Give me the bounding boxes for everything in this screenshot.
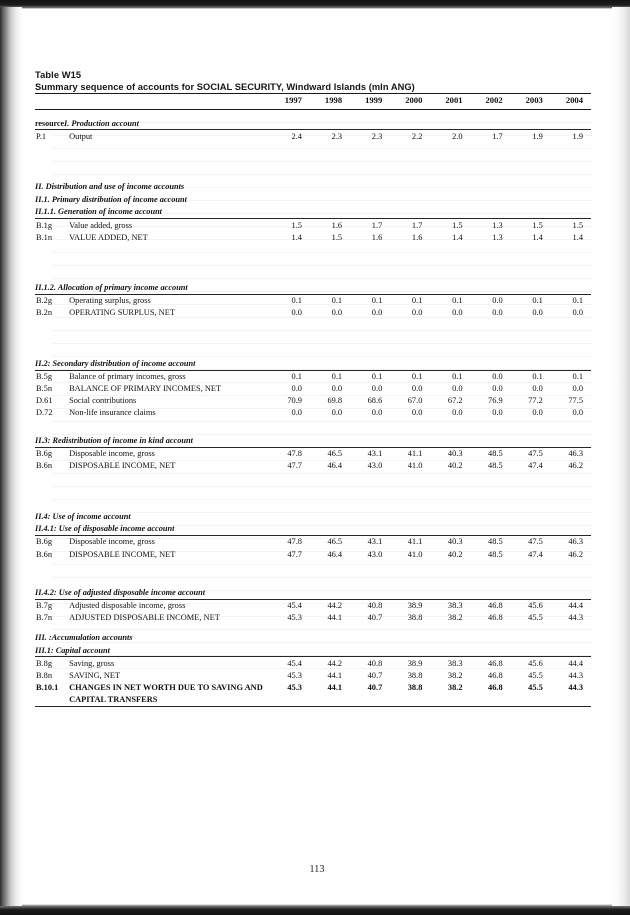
row-code: B.5n [36, 384, 53, 394]
row-value: 45.4 [287, 601, 302, 611]
row-value: 38.9 [407, 601, 423, 611]
row-value: 46.3 [568, 537, 583, 547]
row-value: 0.1 [371, 296, 383, 306]
row-code: B.5g [36, 372, 53, 382]
section-heading-adjusted-disposable-income [35, 586, 591, 599]
table-row [35, 307, 591, 319]
table-row [35, 681, 591, 693]
row-value: 1.3 [492, 220, 503, 230]
column-header-1997: 1997 [270, 94, 310, 110]
row-value: 0.0 [331, 384, 343, 394]
section-heading-redistribution-in-kind [35, 434, 591, 447]
page-title: Summary sequence of accounts for SOCIAL SECURITY, Windward Islands (mln ANG) [35, 82, 415, 92]
section-heading-primary-distribution [35, 193, 591, 206]
row-value: 43.0 [367, 461, 383, 471]
row-label: DISPOSABLE INCOME, NET [69, 461, 176, 471]
row-value: 38.9 [407, 658, 423, 668]
spacer [35, 472, 591, 510]
row-value: 0.0 [492, 372, 503, 382]
table-row [35, 294, 591, 307]
row-value: 0.0 [532, 308, 543, 318]
row-value: 38.8 [407, 670, 423, 680]
section-title-production: I. Production account [64, 118, 139, 128]
row-label: ADJUSTED DISPOSABLE INCOME, NET [69, 613, 220, 623]
row-value-empty [430, 693, 470, 705]
row-value: 40.7 [367, 670, 383, 680]
row-value: 40.8 [367, 601, 383, 611]
row-value: 0.0 [371, 408, 383, 418]
row-value: 0.0 [291, 308, 302, 318]
row-value: 1.4 [532, 232, 543, 242]
row-label: SAVING, NET [69, 670, 121, 680]
row-value: 40.3 [447, 449, 463, 459]
row-value: 41.0 [407, 461, 423, 471]
section-title-use-of-disposable-income: II.4.1: Use of disposable income account [35, 524, 175, 534]
spacer [35, 109, 591, 117]
table-row [35, 447, 591, 460]
row-label: VALUE ADDED, NET [69, 232, 148, 242]
row-value: 0.0 [532, 384, 543, 394]
row-code: B.2g [36, 296, 53, 306]
row-value: 0.1 [411, 296, 423, 306]
row-value: 1.5 [291, 220, 302, 230]
row-value: 76.9 [488, 396, 503, 406]
row-value-empty [270, 693, 310, 705]
row-value: 46.5 [327, 449, 343, 459]
row-value: 38.3 [447, 601, 463, 611]
row-value: 47.8 [287, 537, 302, 547]
row-value: 46.8 [488, 670, 503, 680]
row-value: 0.1 [572, 372, 583, 382]
row-value: 44.4 [568, 658, 583, 668]
row-value: 38.8 [407, 682, 423, 692]
row-value: 47.7 [287, 549, 302, 559]
row-value: 0.0 [291, 384, 302, 394]
row-value: 0.1 [291, 296, 302, 306]
row-value: 1.9 [532, 131, 543, 141]
table-row [35, 657, 591, 670]
row-value: 46.8 [488, 613, 503, 623]
row-code: B.8g [36, 658, 53, 668]
spacer [35, 560, 591, 586]
page-number: 113 [309, 864, 325, 875]
row-value: 45.6 [528, 658, 543, 668]
section-heading-distribution [35, 180, 591, 193]
column-header-2000: 2000 [390, 94, 430, 110]
row-value: 48.5 [488, 461, 503, 471]
row-value: 1.6 [411, 232, 423, 242]
column-header-2003: 2003 [511, 94, 551, 110]
row-value: 0.0 [492, 408, 503, 418]
row-value: 45.5 [528, 613, 543, 623]
row-value: 0.1 [411, 372, 423, 382]
row-label: Saving, gross [69, 658, 115, 668]
row-value: 45.3 [287, 613, 302, 623]
row-value: 44.4 [568, 601, 583, 611]
row-value: 47.4 [528, 549, 543, 559]
row-value: 38.2 [447, 682, 463, 692]
row-value: 77.2 [528, 396, 543, 406]
row-value: 2.3 [371, 131, 383, 141]
row-code: B.6n [36, 461, 53, 471]
section-title-primary-distribution: II.1. Primary distribution of income account [35, 194, 187, 204]
row-value: 44.1 [327, 670, 343, 680]
row-value: 0.0 [452, 384, 463, 394]
section-heading-production [35, 117, 591, 130]
row-value: 44.1 [327, 682, 343, 692]
row-value: 44.3 [568, 613, 583, 623]
row-value: 69.8 [327, 396, 343, 406]
table-row [35, 395, 591, 407]
row-label: Output [69, 131, 93, 141]
row-value: 44.3 [568, 670, 583, 680]
row-value: 40.7 [367, 613, 383, 623]
row-value: 70.9 [287, 396, 302, 406]
header-code-cell [35, 94, 69, 110]
header-label-cell [69, 94, 270, 110]
row-value: 1.7 [411, 220, 423, 230]
row-value: 48.5 [488, 549, 503, 559]
row-value: 0.0 [331, 308, 343, 318]
row-value: 67.2 [447, 396, 463, 406]
row-value: 0.0 [492, 384, 503, 394]
row-value: 1.7 [371, 220, 383, 230]
row-value: 1.5 [572, 220, 583, 230]
table-number: Table W15 [35, 70, 82, 80]
row-value: 45.5 [528, 682, 543, 692]
row-value: 0.0 [572, 384, 583, 394]
row-value: 44.2 [327, 601, 343, 611]
table-title-block [35, 69, 591, 94]
row-value: 0.0 [371, 308, 383, 318]
row-value: 1.5 [331, 232, 343, 242]
scan-artifact-top-band [0, 0, 630, 9]
row-value: 0.1 [572, 296, 583, 306]
row-label-continuation: CAPITAL TRANSFERS [69, 694, 158, 704]
row-value: 45.3 [287, 670, 302, 680]
row-value: 41.1 [407, 449, 423, 459]
row-label: Balance of primary incomes, gross [69, 372, 186, 382]
row-value: 0.0 [532, 408, 543, 418]
row-value: 45.4 [287, 658, 302, 668]
section-title-distribution: II. Distribution and use of income accounts [35, 182, 185, 192]
row-value: 1.5 [532, 220, 543, 230]
row-value: 44.2 [327, 658, 343, 668]
row-code: B.8n [36, 670, 53, 680]
row-value: 40.2 [447, 549, 463, 559]
column-header-2002: 2002 [471, 94, 511, 110]
row-value: 46.4 [327, 549, 343, 559]
row-value: 41.1 [407, 537, 423, 547]
row-value: 0.0 [492, 308, 503, 318]
row-value: 38.8 [407, 613, 423, 623]
row-value: 40.7 [367, 682, 383, 692]
row-value: 2.3 [331, 131, 343, 141]
row-code: B.2n [36, 308, 53, 318]
row-value-empty [511, 693, 551, 705]
column-header-1999: 1999 [350, 94, 390, 110]
row-value: 44.1 [327, 613, 343, 623]
row-value: 47.4 [528, 461, 543, 471]
section-heading-allocation-primary-income [35, 281, 591, 294]
scan-artifact-bottom-band [0, 904, 630, 915]
row-value: 0.0 [291, 408, 302, 418]
row-value: 0.0 [452, 408, 463, 418]
row-value-empty [310, 693, 350, 705]
section-heading-capital-account [35, 644, 591, 657]
row-label: BALANCE OF PRIMARY INCOMES, NET [69, 384, 222, 394]
row-value: 0.0 [331, 408, 343, 418]
row-value: 0.1 [291, 372, 302, 382]
table-row [35, 669, 591, 681]
row-value: 1.3 [492, 232, 503, 242]
spacer [35, 142, 591, 180]
section-title-redistribution-in-kind: II.3: Redistribution of income in kind account [35, 436, 193, 445]
row-value: 0.1 [371, 372, 383, 382]
row-value: 44.3 [568, 682, 583, 692]
spacer [35, 243, 591, 281]
row-value: 47.5 [528, 537, 543, 547]
section-heading-generation-of-income [35, 205, 591, 218]
row-value: 77.5 [568, 396, 583, 406]
row-value: 48.5 [488, 449, 503, 459]
row-value: 47.7 [287, 461, 302, 471]
row-value: 47.8 [287, 449, 302, 459]
table-row [35, 535, 591, 548]
row-value: 46.8 [488, 682, 503, 692]
row-value: 67.0 [407, 396, 423, 406]
row-value: 1.4 [291, 232, 302, 242]
row-value: 43.1 [367, 449, 383, 459]
row-label: CHANGES IN NET WORTH DUE TO SAVING AND [69, 682, 263, 692]
row-value: 0.0 [572, 408, 583, 418]
row-value: 41.0 [407, 549, 423, 559]
table-row [35, 460, 591, 472]
row-value: 2.0 [452, 131, 463, 141]
section-title-accumulation: III. :Accumulation accounts [35, 632, 133, 642]
row-code: B.10.1 [36, 682, 59, 692]
row-value: 46.4 [327, 461, 343, 471]
row-label: DISPOSABLE INCOME, NET [69, 549, 176, 559]
table-row-continuation [35, 693, 591, 705]
row-label: OPERATING SURPLUS, NET [69, 308, 175, 318]
row-value: 0.1 [532, 372, 543, 382]
row-value: 1.9 [572, 131, 583, 141]
row-value-empty [350, 693, 390, 705]
row-code: B.6g [36, 449, 53, 459]
table-row [35, 383, 591, 395]
section-title-generation-of-income: II.1.1. Generation of income account [35, 207, 162, 217]
section-heading-use-of-disposable-income [35, 522, 591, 535]
row-value: 43.1 [367, 537, 383, 547]
spacer [35, 319, 591, 357]
table-row [35, 219, 591, 232]
row-code: D.72 [36, 408, 53, 418]
row-value: 0.0 [452, 308, 463, 318]
row-code: B.1n [36, 232, 53, 242]
section-heading-use-of-income [35, 510, 591, 523]
row-value: 43.0 [367, 549, 383, 559]
row-value: 1.7 [492, 131, 503, 141]
row-label: Non-life insurance claims [69, 408, 156, 418]
section-heading-secondary-distribution [35, 357, 591, 370]
section-title-adjusted-disposable-income: II.4.2: Use of adjusted disposable income account [35, 588, 206, 598]
table-header-row [35, 94, 591, 110]
section-title-use-of-income: II.4: Use of income account [35, 511, 131, 521]
row-value: 0.0 [492, 296, 503, 306]
table-bottom-rule [35, 706, 591, 707]
row-value: 40.8 [367, 658, 383, 668]
section-heading-accumulation [35, 631, 591, 644]
row-code: D.61 [36, 396, 53, 406]
resource-tag: resource [35, 118, 65, 128]
row-value: 0.1 [452, 296, 463, 306]
table-row [35, 407, 591, 419]
row-label: Social contributions [69, 396, 137, 406]
row-value: 48.5 [488, 537, 503, 547]
row-value: 0.1 [532, 296, 543, 306]
row-value: 0.0 [371, 384, 383, 394]
row-value: 0.0 [411, 384, 423, 394]
row-value-empty [471, 693, 511, 705]
row-value: 1.6 [331, 220, 343, 230]
table-row [35, 231, 591, 243]
row-value: 68.6 [367, 396, 383, 406]
row-value: 45.6 [528, 601, 543, 611]
row-value: 40.3 [447, 537, 463, 547]
row-value: 0.1 [452, 372, 463, 382]
row-value: 40.2 [447, 461, 463, 471]
table-row [35, 612, 591, 624]
row-value: 38.3 [447, 658, 463, 668]
row-label: Value added, gross [69, 220, 133, 230]
row-value-empty [390, 693, 430, 705]
row-code: B.6g [36, 537, 53, 547]
row-value: 46.2 [568, 461, 583, 471]
row-value: 2.4 [291, 131, 302, 141]
page-sheet [22, 9, 612, 904]
row-code: B.1g [36, 220, 53, 230]
row-value: 0.0 [411, 408, 423, 418]
row-code: B.6n [36, 549, 53, 559]
spacer [35, 624, 591, 631]
table-row [35, 599, 591, 612]
row-value: 46.8 [488, 601, 503, 611]
row-label: Adjusted disposable income, gross [69, 601, 186, 611]
table-row [35, 548, 591, 560]
table-row [35, 130, 591, 143]
row-value: 1.6 [371, 232, 383, 242]
row-value: 0.0 [572, 308, 583, 318]
section-title-secondary-distribution: II.2: Secondary distribution of income account [35, 359, 196, 369]
column-header-2001: 2001 [430, 94, 470, 110]
row-value: 38.2 [447, 613, 463, 623]
scan-artifact-left-gutter [0, 7, 22, 906]
row-label: Operating surplus, gross [69, 296, 151, 306]
row-value: 1.4 [452, 232, 463, 242]
column-header-2004: 2004 [551, 94, 591, 110]
row-value: 45.5 [528, 670, 543, 680]
scan-artifact-right-edge [612, 7, 630, 906]
row-value: 45.3 [287, 682, 302, 692]
section-title-capital-account: III.1: Capital account [35, 645, 110, 655]
row-value: 46.2 [568, 549, 583, 559]
row-code: B.7n [36, 613, 53, 623]
row-value: 1.5 [452, 220, 463, 230]
row-value: 0.1 [331, 372, 343, 382]
row-value: 2.2 [411, 131, 423, 141]
section-title-allocation-primary-income: II.1.2. Allocation of primary income account [35, 283, 188, 293]
table-row [35, 370, 591, 383]
accounts-table [35, 93, 591, 707]
row-value: 0.0 [411, 308, 423, 318]
row-value: 0.1 [331, 296, 343, 306]
row-value: 1.4 [572, 232, 583, 242]
row-value: 38.2 [447, 670, 463, 680]
row-code: P.1 [36, 131, 47, 141]
row-value: 47.5 [528, 449, 543, 459]
row-label: Disposable income, gross [69, 537, 155, 547]
column-header-1998: 1998 [310, 94, 350, 110]
row-label: Disposable income, gross [69, 449, 155, 459]
row-value: 46.5 [327, 537, 343, 547]
spacer [35, 419, 591, 434]
row-value: 46.8 [488, 658, 503, 668]
row-code: B.7g [36, 601, 53, 611]
row-value: 46.3 [568, 449, 583, 459]
row-value-empty [551, 693, 591, 705]
row-code-empty [35, 693, 69, 705]
